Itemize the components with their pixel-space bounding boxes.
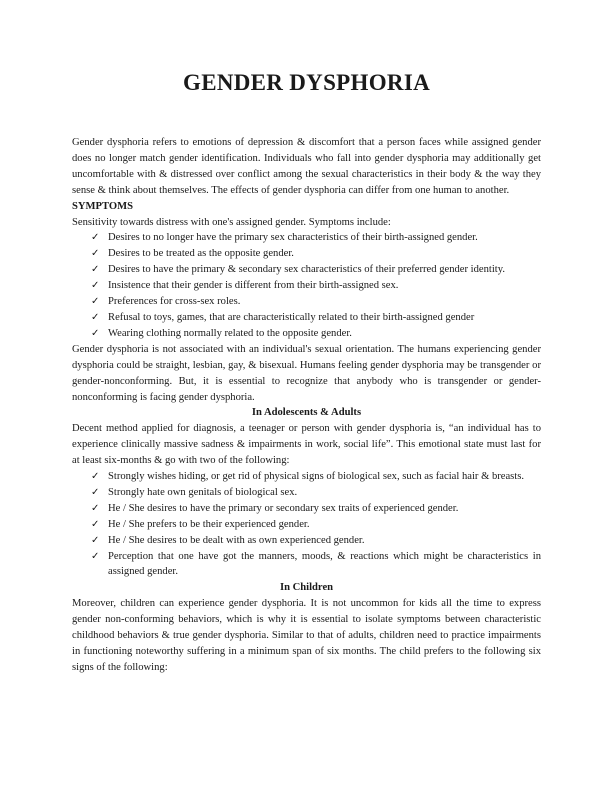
list-item-text: Strongly hate own genitals of biological sex. <box>108 486 298 498</box>
check-mark-icon: ✓ <box>91 550 100 562</box>
list-item <box>91 469 541 485</box>
document-body <box>72 135 541 676</box>
check-mark-icon: ✓ <box>91 327 100 339</box>
list-item <box>91 326 541 342</box>
adolescents-list <box>72 469 541 580</box>
list-item <box>91 549 541 581</box>
check-mark-icon: ✓ <box>91 296 100 308</box>
list-item <box>91 517 541 533</box>
list-item-text: Desires to be treated as the opposite gender. <box>108 248 294 260</box>
list-item-text: He / She prefers to be their experienced gender. <box>108 518 310 530</box>
list-item <box>91 246 541 262</box>
list-item-text: Desires to no longer have the primary sex characteristics of their birth-assigned gender. <box>108 232 478 244</box>
page-title: GENDER DYSPHORIA <box>183 70 430 95</box>
symptoms-lead: Sensitivity towards distress with one's assigned gender. Symptoms include: <box>72 216 391 228</box>
list-item <box>91 501 541 517</box>
check-mark-icon: ✓ <box>91 471 100 483</box>
list-item-text: Strongly wishes hiding, or get rid of physical signs of biological sex, such as facial hair & breasts. <box>108 471 525 483</box>
list-item-text: Perception that one have got the manners, moods, & reactions which might be characteristics in assigned gender. <box>108 550 541 578</box>
children-heading: In Children <box>279 582 334 594</box>
list-item-text: Refusal to toys, games, that are characteristically related to their birth-assigned gender <box>108 311 475 323</box>
check-mark-icon: ✓ <box>91 518 100 530</box>
adolescents-lead: Decent method applied for diagnosis, a teenager or person with gender dysphoria is, “an individual has to experience clinically massive sadness & impairments in work, social life”. This emotional state must last for at least six-months & go with two of the following: <box>72 423 541 467</box>
list-item <box>91 485 541 501</box>
intro-paragraph: Gender dysphoria refers to emotions of depression & discomfort that a person faces while assigned gender does no longer match gender identification. Individuals who fall into gender dysphoria may additionally get uncomfortable with & distressed over conflict among the sexual characteristics in their body & the way they sense & think about themselves. The effects of gender dysphoria can differ from one human to another. <box>72 137 541 196</box>
list-item <box>91 294 541 310</box>
list-item <box>91 310 541 326</box>
check-mark-icon: ✓ <box>91 280 100 292</box>
orientation-paragraph: Gender dysphoria is not associated with an individual's sexual orientation. The humans experiencing gender dysphoria could be straight, lesbian, gay, & bisexual. Humans feeling gender dysphoria may be transgender or gender-nonconforming. But, it is essential to recognize that anybody who is transgender or gender-nonconforming is facing gender dysphoria. <box>72 343 541 403</box>
list-item <box>91 278 541 294</box>
check-mark-icon: ✓ <box>91 486 100 498</box>
list-item-text: He / She desires to have the primary or secondary sex traits of experienced gender. <box>108 502 459 514</box>
check-mark-icon: ✓ <box>91 232 100 244</box>
list-item-text: Desires to have the primary & secondary sex characteristics of their preferred gender identity. <box>108 264 506 276</box>
children-paragraph: Moreover, children can experience gender dysphoria. It is not uncommon for kids all the time to express gender non-conforming behaviors, which is why it is essential to isolate symptoms between characteristic childhood behaviors & true gender dysphoria. Similar to that of adults, children need to practice impairments in functioning noteworthy suffering in a minimum span of six months. The child prefers to the following six signs of the following: <box>72 598 541 673</box>
check-mark-icon: ✓ <box>91 502 100 514</box>
check-mark-icon: ✓ <box>91 264 100 276</box>
list-item <box>91 262 541 278</box>
list-item-text: He / She desires to be dealt with as own experienced gender. <box>108 534 365 546</box>
check-mark-icon: ✓ <box>91 534 100 546</box>
adolescents-heading: In Adolescents & Adults <box>251 407 362 419</box>
symptoms-heading: SYMPTOMS <box>72 200 134 212</box>
check-mark-icon: ✓ <box>91 248 100 260</box>
list-item <box>91 230 541 246</box>
list-item-text: Insistence that their gender is different from their birth-assigned sex. <box>108 280 399 292</box>
list-item <box>91 533 541 549</box>
list-item-text: Wearing clothing normally related to the opposite gender. <box>108 327 352 339</box>
symptoms-list <box>72 230 541 341</box>
check-mark-icon: ✓ <box>91 311 100 323</box>
list-item-text: Preferences for cross-sex roles. <box>108 296 241 308</box>
